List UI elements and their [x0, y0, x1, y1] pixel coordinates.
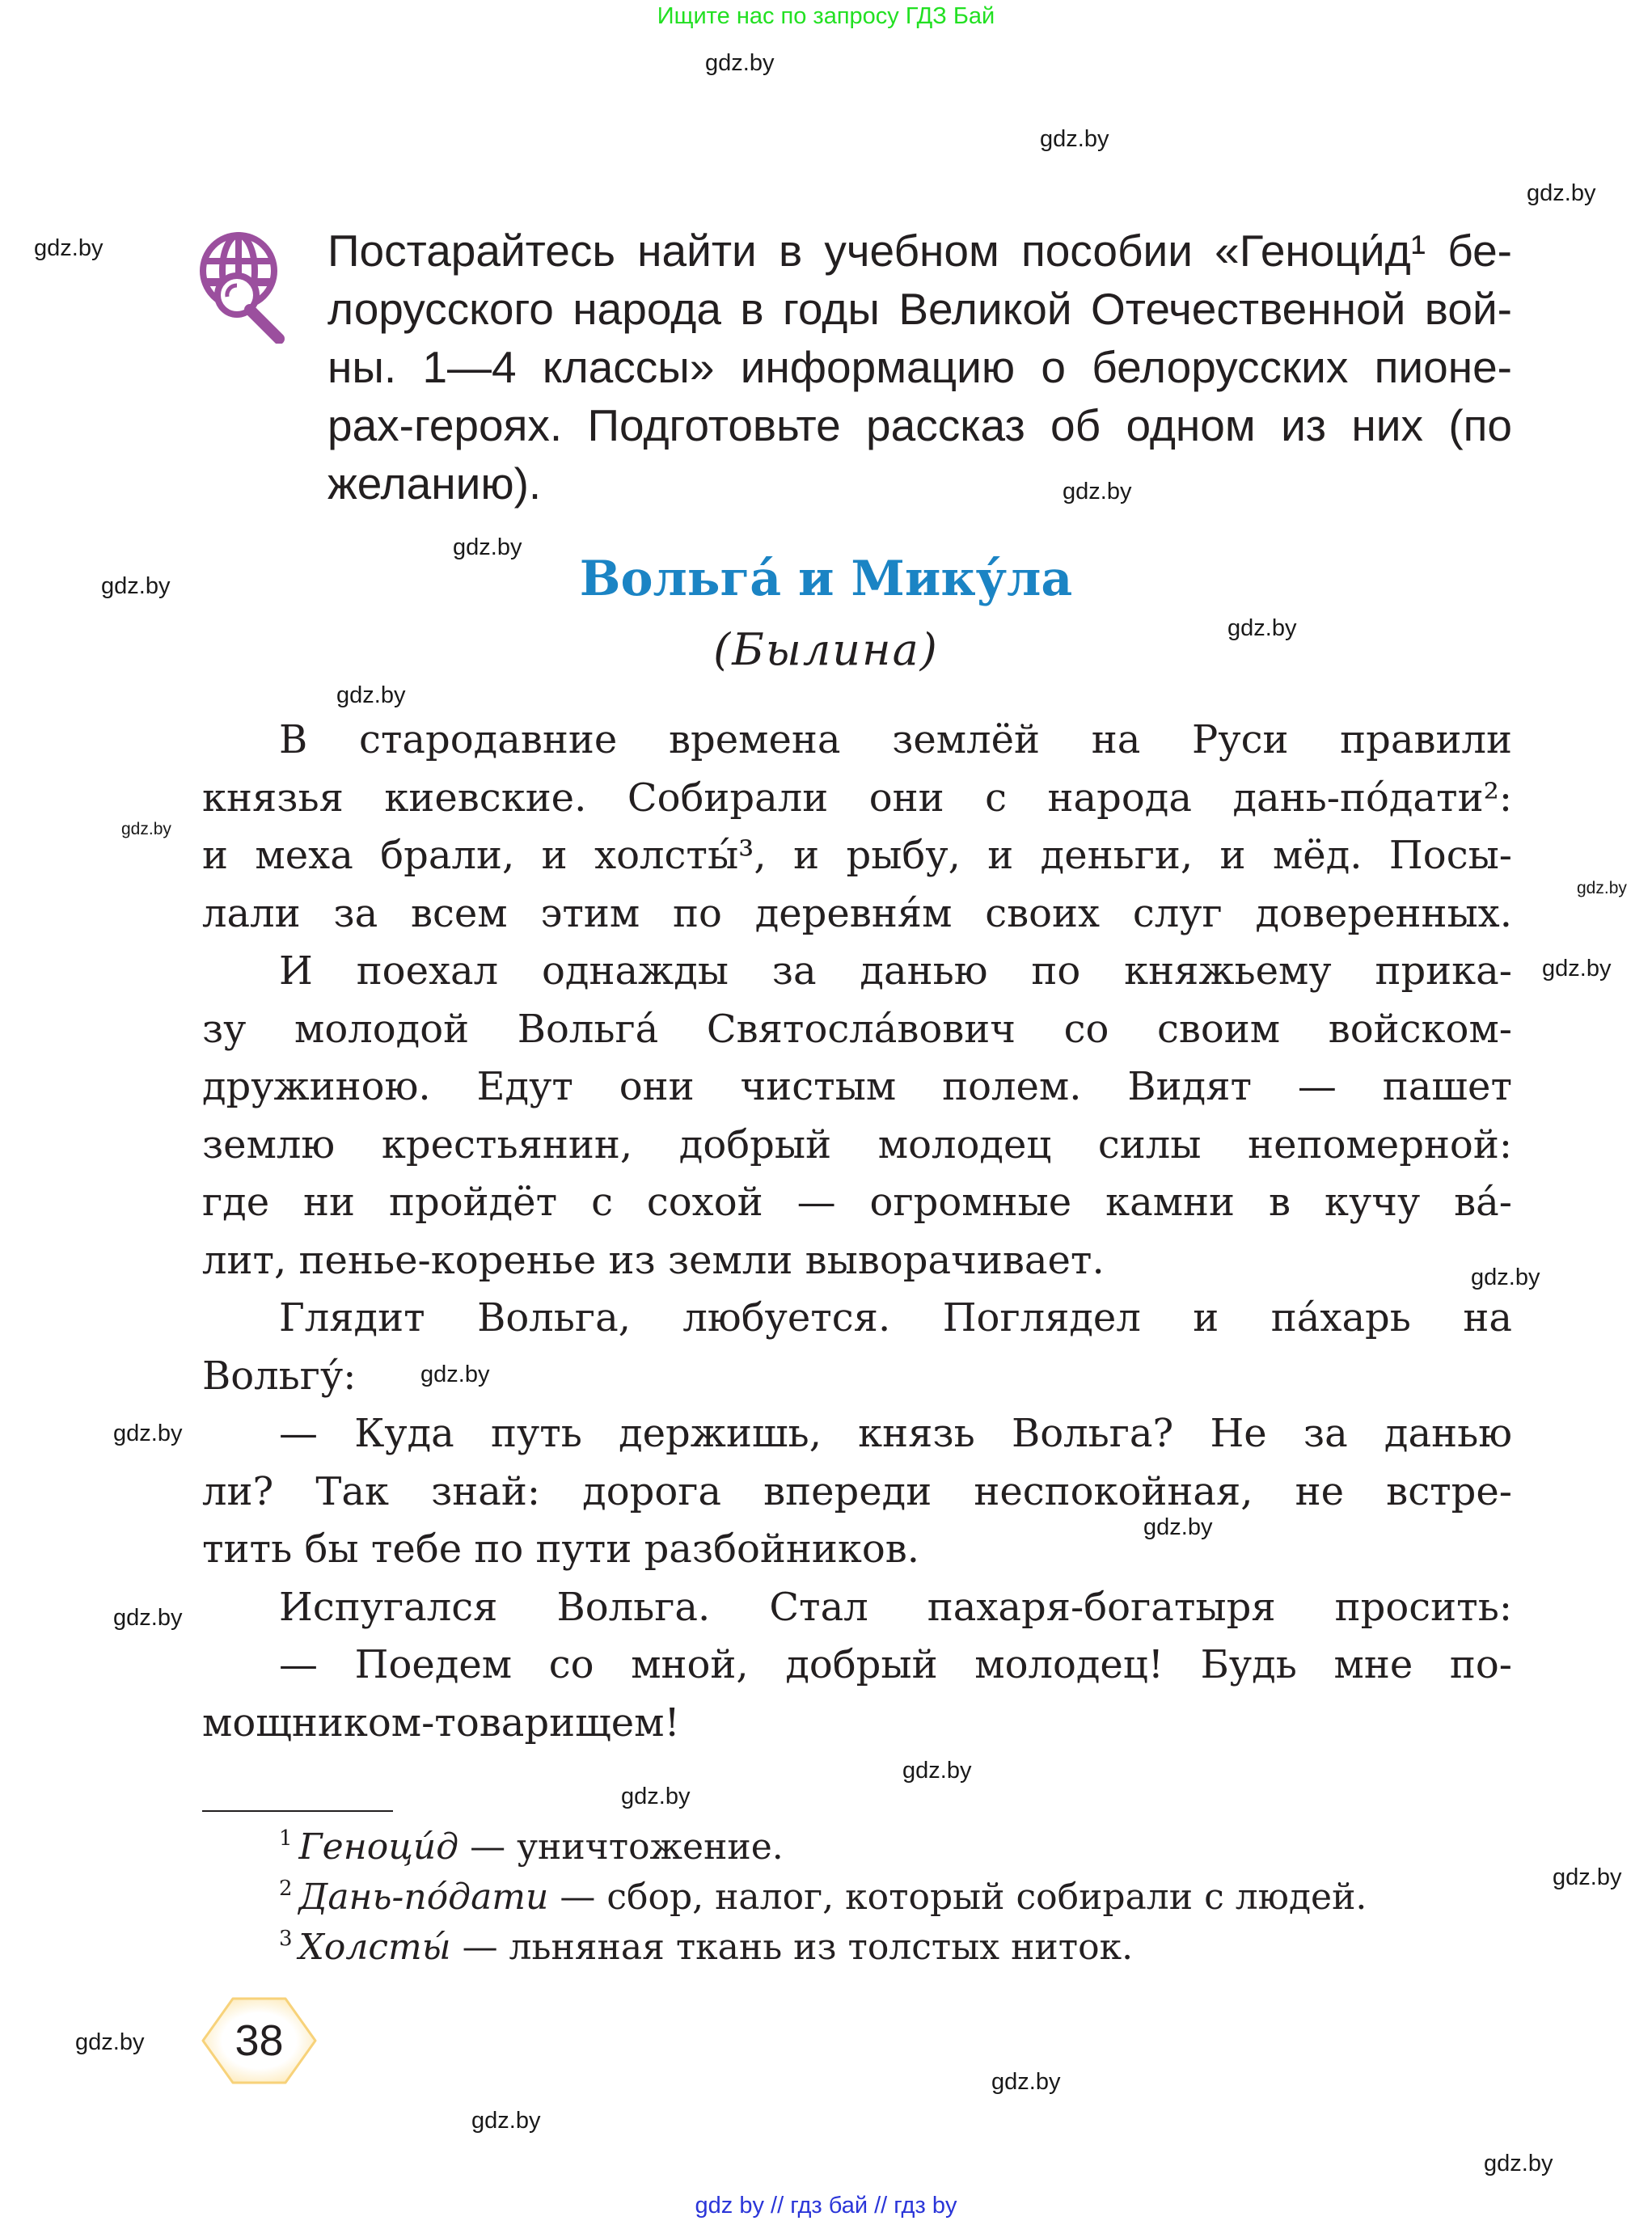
footnote-number: 1 — [279, 1826, 293, 1851]
task-paragraph — [327, 222, 1512, 513]
task-line: Постарайтесь найти в учебном пособии «Геноци́д¹ бе- — [327, 226, 1512, 276]
story-line: ли? Так знай: дорога впереди неспокойная, не встре- — [202, 1468, 1512, 1514]
footnote-definition: — уничтожение. — [458, 1826, 784, 1868]
footnote-term: Геноци́д — [298, 1826, 459, 1868]
story-line: где ни пройдёт с сохой — огромные камни в кучу ва́- — [202, 1180, 1512, 1225]
story-line: — Поедем со мной, добрый молодец! Будь мне по- — [279, 1642, 1512, 1687]
watermark: gdz.by — [1227, 615, 1297, 641]
story-line: В стародавние времена землёй на Руси правили — [279, 717, 1512, 762]
site-links[interactable]: gdz by // гдз бай // гдз by — [695, 2193, 957, 2219]
footnote — [279, 1872, 1367, 1923]
task-line: ны. 1—4 классы» информацию о белорусских пионе- — [327, 342, 1512, 392]
footnote-number: 2 — [279, 1877, 293, 1901]
footnote-term: Дань-по́дати — [298, 1877, 549, 1918]
story-line: Испугался Вольга. Стал пахаря-богатыря просить: — [279, 1584, 1512, 1630]
watermark: gdz.by — [902, 1758, 972, 1784]
watermark: gdz.by — [705, 50, 775, 76]
story-genre: (Былина) — [713, 624, 939, 675]
story-line: мощником-товарищем! — [202, 1699, 680, 1746]
story-line: И поехал однажды за данью по княжьему прика- — [279, 948, 1512, 994]
watermark: gdz.by — [1527, 180, 1596, 206]
task-line: желанию). — [327, 458, 542, 509]
footnote — [279, 1923, 1367, 1973]
story-line: — Куда путь держишь, князь Вольга? Не за данью — [279, 1411, 1512, 1456]
footnote-divider — [202, 1810, 393, 1812]
globe-search-icon — [198, 229, 289, 344]
watermark: gdz.by — [991, 2069, 1061, 2095]
story-line: Вольгу́: — [202, 1353, 357, 1399]
story-line: дружиною. Едут они чистым полем. Видят — пашет — [202, 1064, 1512, 1109]
watermark: gdz.by — [113, 1605, 183, 1631]
watermark: gdz.by — [453, 534, 522, 560]
story-line: и меха брали, и холсты́³, и рыбу, и деньги, и мёд. Посы- — [202, 833, 1512, 878]
footnotes — [279, 1822, 1367, 1973]
task-line: рах-героях. Подготовьте рассказ об одном из них (по — [327, 400, 1512, 450]
watermark: gdz.by — [1143, 1514, 1213, 1540]
watermark: gdz.by — [121, 820, 171, 838]
watermark: gdz.by — [336, 682, 406, 708]
footnote-term: Холсты́ — [298, 1927, 451, 1968]
search-banner[interactable]: Ищите нас по запросу ГДЗ Бай — [657, 3, 995, 29]
watermark: gdz.by — [113, 1421, 183, 1446]
task-line: лорусского народа в годы Великой Отечественной вой- — [327, 284, 1512, 334]
footnote-number: 3 — [279, 1927, 293, 1951]
watermark: gdz.by — [471, 2108, 541, 2134]
story-line: князья киевские. Собирали они с народа дань-по́дати²: — [202, 775, 1512, 821]
story-line: лит, пенье-коренье из земли выворачивает. — [202, 1237, 1105, 1283]
watermark: gdz.by — [34, 235, 104, 261]
footnote — [279, 1822, 1367, 1872]
story-line: лали за всем этим по деревня́м своих слуг доверенных. — [202, 890, 1512, 936]
footnote-definition: — сбор, налог, который собирали с людей. — [548, 1877, 1367, 1918]
story-text — [202, 711, 1512, 1752]
story-line: зу молодой Вольга́ Святосла́вович со своим войском- — [202, 1006, 1512, 1052]
story-line: Глядит Вольга, любуется. Поглядел и па́харь на — [279, 1295, 1512, 1340]
footnote-definition: — льняная ткань из толстых ниток. — [450, 1927, 1134, 1968]
watermark: gdz.by — [101, 573, 171, 599]
watermark: gdz.by — [1063, 479, 1132, 505]
watermark: gdz.by — [420, 1362, 490, 1387]
watermark: gdz.by — [75, 2029, 145, 2055]
watermark: gdz.by — [1553, 1864, 1622, 1890]
story-title: Вольга́ и Мику́ла — [579, 551, 1073, 607]
watermark: gdz.by — [1040, 126, 1109, 152]
watermark: gdz.by — [621, 1784, 691, 1809]
story-line: землю крестьянин, добрый молодец силы непомерной: — [202, 1121, 1512, 1167]
watermark: gdz.by — [1484, 2151, 1553, 2176]
page-number: 38 — [234, 2016, 284, 2065]
story-line: тить бы тебе по пути разбойников. — [202, 1526, 920, 1572]
watermark: gdz.by — [1471, 1264, 1540, 1290]
watermark: gdz.by — [1577, 879, 1627, 897]
watermark: gdz.by — [1542, 956, 1612, 982]
